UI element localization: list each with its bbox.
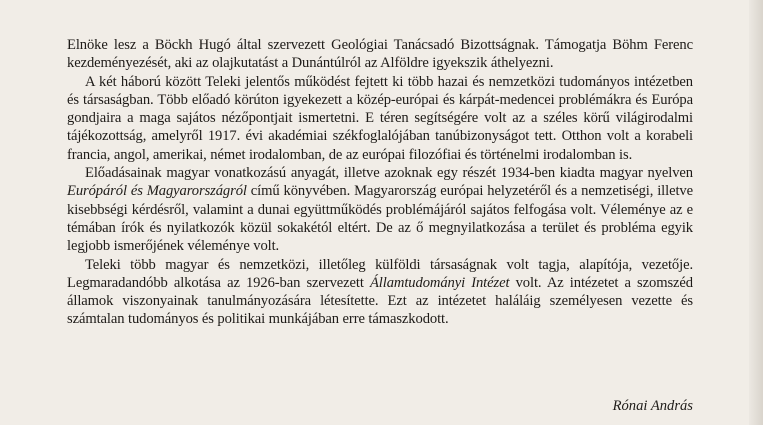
text-segment: Teleki több magyar és nemzetközi, illetőleg külföldi társaságnak volt tagja, alapítója, vezetője. Legmaradandóbb alkotása az 1926-ban szervezett	[67, 256, 693, 291]
paragraph	[67, 164, 693, 255]
text-segment: Előadásainak magyar vonatkozású anyagát, illetve azoknak egy részét 1934-ben kiadta magyar nyelven	[85, 165, 693, 182]
text-segment: Elnöke lesz a Böckh Hugó által szervezett Geológiai Tanácsadó Bizottságnak. Támogatja Böhm Ferenc kezdeményezését, aki az olajkutatást a Dunántúlról az Alföldre igyekszik áthelyezni.	[67, 37, 693, 72]
paragraph	[67, 73, 693, 164]
text-segment: volt. Az intézetet a szomszéd államok viszonyainak tanulmányozására létesítette. Ezt az intézetet haláláig személyesen vezette és számtalan tudományos és politikai munkájában erre támaszkodott.	[67, 274, 693, 328]
italic-title: Európáról és Magyarországról	[67, 183, 247, 200]
text-segment: A két háború között Teleki jelentős működést fejtett ki több hazai és nemzetközi tudományos intézetben és társaságban. Több előadó körúton igyekezett a közép-európai és kárpát-medencei problémákra és Európa gondjaira a maga sajátos nézőpontjait ismertetni. E téren segítségére volt az a széles körű világirodalmi tájékozottság, amelyről 1917. évi akadémiai székfoglalójában tanúbizonyságot tett. Otthon volt a korabeli francia, angol, amerikai, német irodalomban, de az európai filozófiai és történelmi irodalomban is.	[67, 73, 693, 163]
paragraph	[67, 256, 693, 329]
author-signature: Rónai András	[612, 398, 693, 414]
scan-edge-shadow	[749, 0, 763, 425]
text-segment: című könyvében. Magyarország európai helyzetéről és a nemzetiségi, illetve kisebbségi kérdésről, valamint a dunai együttműködés problémájáról sajátos felfogása volt. Véleménye az e témában írók és nyilatkozók közül sokakétól eltért. De az ő megnyilatkozása a terület és probléma egyik legjobb ismerőjének véleménye volt.	[67, 183, 693, 255]
article-body	[67, 36, 693, 329]
paragraph	[67, 36, 693, 73]
italic-title: Államtudományi Intézet	[369, 274, 510, 291]
